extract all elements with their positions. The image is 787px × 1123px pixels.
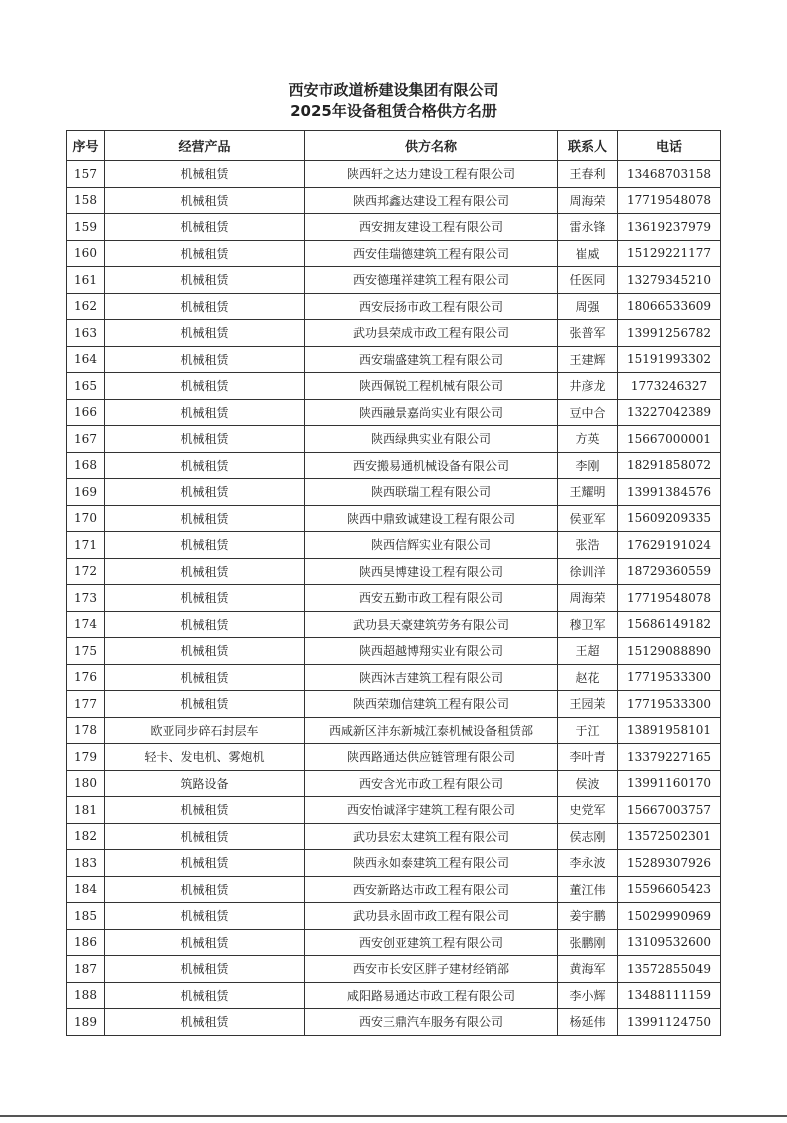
cell-contact-person: 于江 xyxy=(558,717,618,744)
cell-phone: 13227042389 xyxy=(618,399,721,426)
supplier-table xyxy=(66,130,721,1036)
cell-contact-person: 王春利 xyxy=(558,161,618,188)
table-row xyxy=(67,664,721,691)
cell-supplier-name: 武功县宏太建筑工程有限公司 xyxy=(305,823,558,850)
cell-phone: 18291858072 xyxy=(618,452,721,479)
cell-product: 机械租赁 xyxy=(105,214,305,241)
cell-phone: 13109532600 xyxy=(618,929,721,956)
cell-product: 机械租赁 xyxy=(105,373,305,400)
cell-contact-person: 张鹏刚 xyxy=(558,929,618,956)
cell-supplier-name: 西安佳瑞德建筑工程有限公司 xyxy=(305,240,558,267)
cell-contact-person: 井彦龙 xyxy=(558,373,618,400)
cell-serial-number: 189 xyxy=(67,1009,105,1036)
cell-contact-person: 董江伟 xyxy=(558,876,618,903)
cell-phone: 15129088890 xyxy=(618,638,721,665)
cell-contact-person: 姜宇鹏 xyxy=(558,903,618,930)
cell-product: 机械租赁 xyxy=(105,611,305,638)
cell-supplier-name: 陕西轩之达力建设工程有限公司 xyxy=(305,161,558,188)
cell-phone: 13891958101 xyxy=(618,717,721,744)
cell-phone: 15667003757 xyxy=(618,797,721,824)
page-bottom-rule xyxy=(0,1115,787,1117)
cell-supplier-name: 陕西永如泰建筑工程有限公司 xyxy=(305,850,558,877)
cell-product: 轻卡、发电机、雾炮机 xyxy=(105,744,305,771)
cell-contact-person: 李永波 xyxy=(558,850,618,877)
cell-phone: 15667000001 xyxy=(618,426,721,453)
cell-product: 机械租赁 xyxy=(105,850,305,877)
cell-contact-person: 史党军 xyxy=(558,797,618,824)
header-product: 经营产品 xyxy=(105,131,305,161)
cell-phone: 13572502301 xyxy=(618,823,721,850)
table-row xyxy=(67,346,721,373)
cell-serial-number: 179 xyxy=(67,744,105,771)
cell-supplier-name: 咸阳路易通达市政工程有限公司 xyxy=(305,982,558,1009)
table-row xyxy=(67,320,721,347)
cell-supplier-name: 西安搬易通机械设备有限公司 xyxy=(305,452,558,479)
cell-supplier-name: 陕西联瑞工程有限公司 xyxy=(305,479,558,506)
table-row xyxy=(67,240,721,267)
cell-serial-number: 188 xyxy=(67,982,105,1009)
table-row xyxy=(67,558,721,585)
cell-phone: 13572855049 xyxy=(618,956,721,983)
cell-supplier-name: 西安瑞盛建筑工程有限公司 xyxy=(305,346,558,373)
cell-serial-number: 181 xyxy=(67,797,105,824)
cell-contact-person: 侯亚军 xyxy=(558,505,618,532)
table-row xyxy=(67,426,721,453)
cell-serial-number: 182 xyxy=(67,823,105,850)
cell-supplier-name: 陕西融景嘉尚实业有限公司 xyxy=(305,399,558,426)
cell-serial-number: 161 xyxy=(67,267,105,294)
table-row xyxy=(67,797,721,824)
cell-product: 机械租赁 xyxy=(105,505,305,532)
cell-product: 机械租赁 xyxy=(105,664,305,691)
cell-phone: 15686149182 xyxy=(618,611,721,638)
table-row xyxy=(67,903,721,930)
cell-phone: 13619237979 xyxy=(618,214,721,241)
table-row xyxy=(67,479,721,506)
cell-contact-person: 王园茉 xyxy=(558,691,618,718)
cell-supplier-name: 陕西昊博建设工程有限公司 xyxy=(305,558,558,585)
cell-product: 机械租赁 xyxy=(105,797,305,824)
table-row xyxy=(67,956,721,983)
cell-phone: 13488111159 xyxy=(618,982,721,1009)
cell-serial-number: 175 xyxy=(67,638,105,665)
cell-supplier-name: 陕西沐吉建筑工程有限公司 xyxy=(305,664,558,691)
cell-supplier-name: 武功县永固市政工程有限公司 xyxy=(305,903,558,930)
cell-contact-person: 任医同 xyxy=(558,267,618,294)
cell-supplier-name: 西安三鼎汽车服务有限公司 xyxy=(305,1009,558,1036)
cell-phone: 13468703158 xyxy=(618,161,721,188)
table-row xyxy=(67,373,721,400)
cell-supplier-name: 陕西中鼎致诚建设工程有限公司 xyxy=(305,505,558,532)
cell-contact-person: 徐训洋 xyxy=(558,558,618,585)
table-row xyxy=(67,770,721,797)
cell-contact-person: 张浩 xyxy=(558,532,618,559)
table-row xyxy=(67,399,721,426)
cell-supplier-name: 西安拥友建设工程有限公司 xyxy=(305,214,558,241)
cell-serial-number: 171 xyxy=(67,532,105,559)
cell-supplier-name: 陕西信辉实业有限公司 xyxy=(305,532,558,559)
header-supplier-name: 供方名称 xyxy=(305,131,558,161)
cell-product: 机械租赁 xyxy=(105,161,305,188)
table-row xyxy=(67,823,721,850)
cell-serial-number: 176 xyxy=(67,664,105,691)
cell-serial-number: 173 xyxy=(67,585,105,612)
cell-phone: 17719533300 xyxy=(618,691,721,718)
cell-supplier-name: 西安五勤市政工程有限公司 xyxy=(305,585,558,612)
table-row xyxy=(67,876,721,903)
cell-supplier-name: 陕西超越博翔实业有限公司 xyxy=(305,638,558,665)
cell-phone: 18066533609 xyxy=(618,293,721,320)
table-row xyxy=(67,452,721,479)
cell-contact-person: 王超 xyxy=(558,638,618,665)
cell-product: 机械租赁 xyxy=(105,479,305,506)
cell-product: 机械租赁 xyxy=(105,823,305,850)
cell-serial-number: 168 xyxy=(67,452,105,479)
cell-product: 机械租赁 xyxy=(105,267,305,294)
cell-phone: 17629191024 xyxy=(618,532,721,559)
cell-product: 机械租赁 xyxy=(105,240,305,267)
cell-contact-person: 周海荣 xyxy=(558,585,618,612)
cell-serial-number: 174 xyxy=(67,611,105,638)
cell-contact-person: 杨延伟 xyxy=(558,1009,618,1036)
cell-contact-person: 崔威 xyxy=(558,240,618,267)
cell-serial-number: 158 xyxy=(67,187,105,214)
cell-supplier-name: 西安辰扬市政工程有限公司 xyxy=(305,293,558,320)
cell-supplier-name: 陕西荣珈信建筑工程有限公司 xyxy=(305,691,558,718)
cell-contact-person: 张普军 xyxy=(558,320,618,347)
cell-serial-number: 159 xyxy=(67,214,105,241)
cell-serial-number: 162 xyxy=(67,293,105,320)
cell-phone: 15596605423 xyxy=(618,876,721,903)
cell-phone: 13991160170 xyxy=(618,770,721,797)
cell-product: 机械租赁 xyxy=(105,532,305,559)
cell-serial-number: 183 xyxy=(67,850,105,877)
cell-product: 机械租赁 xyxy=(105,876,305,903)
cell-product: 机械租赁 xyxy=(105,585,305,612)
table-row xyxy=(67,293,721,320)
cell-product: 机械租赁 xyxy=(105,691,305,718)
cell-product: 机械租赁 xyxy=(105,293,305,320)
cell-product: 机械租赁 xyxy=(105,399,305,426)
header-contact-person: 联系人 xyxy=(558,131,618,161)
cell-contact-person: 豆中合 xyxy=(558,399,618,426)
cell-phone: 15129221177 xyxy=(618,240,721,267)
table-row xyxy=(67,691,721,718)
cell-contact-person: 王建辉 xyxy=(558,346,618,373)
cell-contact-person: 侯波 xyxy=(558,770,618,797)
cell-supplier-name: 武功县天豪建筑劳务有限公司 xyxy=(305,611,558,638)
cell-phone: 13379227165 xyxy=(618,744,721,771)
cell-serial-number: 186 xyxy=(67,929,105,956)
cell-phone: 13991124750 xyxy=(618,1009,721,1036)
cell-contact-person: 黄海军 xyxy=(558,956,618,983)
table-body xyxy=(67,161,721,1036)
cell-contact-person: 方英 xyxy=(558,426,618,453)
cell-supplier-name: 西安含光市政工程有限公司 xyxy=(305,770,558,797)
cell-serial-number: 177 xyxy=(67,691,105,718)
table-row xyxy=(67,187,721,214)
cell-contact-person: 李刚 xyxy=(558,452,618,479)
cell-serial-number: 164 xyxy=(67,346,105,373)
table-row xyxy=(67,611,721,638)
cell-serial-number: 180 xyxy=(67,770,105,797)
cell-serial-number: 184 xyxy=(67,876,105,903)
cell-product: 机械租赁 xyxy=(105,1009,305,1036)
cell-serial-number: 178 xyxy=(67,717,105,744)
cell-serial-number: 169 xyxy=(67,479,105,506)
cell-serial-number: 157 xyxy=(67,161,105,188)
cell-phone: 13991256782 xyxy=(618,320,721,347)
cell-contact-person: 穆卫军 xyxy=(558,611,618,638)
cell-phone: 15289307926 xyxy=(618,850,721,877)
cell-serial-number: 172 xyxy=(67,558,105,585)
cell-contact-person: 李小辉 xyxy=(558,982,618,1009)
cell-serial-number: 167 xyxy=(67,426,105,453)
document-title: 西安市政道桥建设集团有限公司 xyxy=(288,81,499,99)
cell-product: 筑路设备 xyxy=(105,770,305,797)
cell-supplier-name: 陕西绿典实业有限公司 xyxy=(305,426,558,453)
table-row xyxy=(67,717,721,744)
cell-serial-number: 163 xyxy=(67,320,105,347)
cell-phone: 1773246327 xyxy=(618,373,721,400)
table-row xyxy=(67,744,721,771)
table-row xyxy=(67,638,721,665)
cell-contact-person: 周强 xyxy=(558,293,618,320)
cell-serial-number: 165 xyxy=(67,373,105,400)
cell-supplier-name: 陕西邦鑫达建设工程有限公司 xyxy=(305,187,558,214)
cell-product: 机械租赁 xyxy=(105,638,305,665)
cell-serial-number: 166 xyxy=(67,399,105,426)
cell-supplier-name: 西安德瑾祥建筑工程有限公司 xyxy=(305,267,558,294)
cell-contact-person: 赵花 xyxy=(558,664,618,691)
cell-product: 机械租赁 xyxy=(105,982,305,1009)
cell-product: 机械租赁 xyxy=(105,903,305,930)
cell-contact-person: 侯志刚 xyxy=(558,823,618,850)
cell-contact-person: 李叶青 xyxy=(558,744,618,771)
cell-product: 机械租赁 xyxy=(105,346,305,373)
cell-phone: 17719548078 xyxy=(618,187,721,214)
cell-supplier-name: 西安市长安区胖子建材经销部 xyxy=(305,956,558,983)
cell-supplier-name: 陕西路通达供应链管理有限公司 xyxy=(305,744,558,771)
cell-contact-person: 雷永锋 xyxy=(558,214,618,241)
cell-product: 欧亚同步碎石封层车 xyxy=(105,717,305,744)
cell-supplier-name: 武功县荣成市政工程有限公司 xyxy=(305,320,558,347)
table-row xyxy=(67,161,721,188)
table-row xyxy=(67,267,721,294)
table-row xyxy=(67,532,721,559)
cell-phone: 13279345210 xyxy=(618,267,721,294)
table-header-row xyxy=(67,131,721,161)
cell-supplier-name: 西安怡诚泽宇建筑工程有限公司 xyxy=(305,797,558,824)
cell-phone: 17719548078 xyxy=(618,585,721,612)
cell-serial-number: 170 xyxy=(67,505,105,532)
cell-serial-number: 187 xyxy=(67,956,105,983)
document-subtitle: 2025年设备租赁合格供方名册 xyxy=(290,102,497,120)
cell-contact-person: 王耀明 xyxy=(558,479,618,506)
table-row xyxy=(67,929,721,956)
cell-supplier-name: 陕西佩锐工程机械有限公司 xyxy=(305,373,558,400)
cell-supplier-name: 西安新路达市政工程有限公司 xyxy=(305,876,558,903)
cell-phone: 13991384576 xyxy=(618,479,721,506)
cell-supplier-name: 西咸新区沣东新城江泰机械设备租赁部 xyxy=(305,717,558,744)
cell-product: 机械租赁 xyxy=(105,929,305,956)
cell-product: 机械租赁 xyxy=(105,187,305,214)
cell-serial-number: 185 xyxy=(67,903,105,930)
cell-product: 机械租赁 xyxy=(105,956,305,983)
cell-product: 机械租赁 xyxy=(105,426,305,453)
header-serial-number: 序号 xyxy=(67,131,105,161)
cell-contact-person: 周海荣 xyxy=(558,187,618,214)
table-row xyxy=(67,505,721,532)
cell-serial-number: 160 xyxy=(67,240,105,267)
cell-phone: 15029990969 xyxy=(618,903,721,930)
cell-phone: 17719533300 xyxy=(618,664,721,691)
cell-supplier-name: 西安创亚建筑工程有限公司 xyxy=(305,929,558,956)
cell-product: 机械租赁 xyxy=(105,558,305,585)
cell-product: 机械租赁 xyxy=(105,452,305,479)
cell-product: 机械租赁 xyxy=(105,320,305,347)
table-row xyxy=(67,982,721,1009)
table-row xyxy=(67,1009,721,1036)
table-row xyxy=(67,214,721,241)
cell-phone: 18729360559 xyxy=(618,558,721,585)
table-row xyxy=(67,850,721,877)
table-row xyxy=(67,585,721,612)
cell-phone: 15191993302 xyxy=(618,346,721,373)
header-phone: 电话 xyxy=(618,131,721,161)
cell-phone: 15609209335 xyxy=(618,505,721,532)
